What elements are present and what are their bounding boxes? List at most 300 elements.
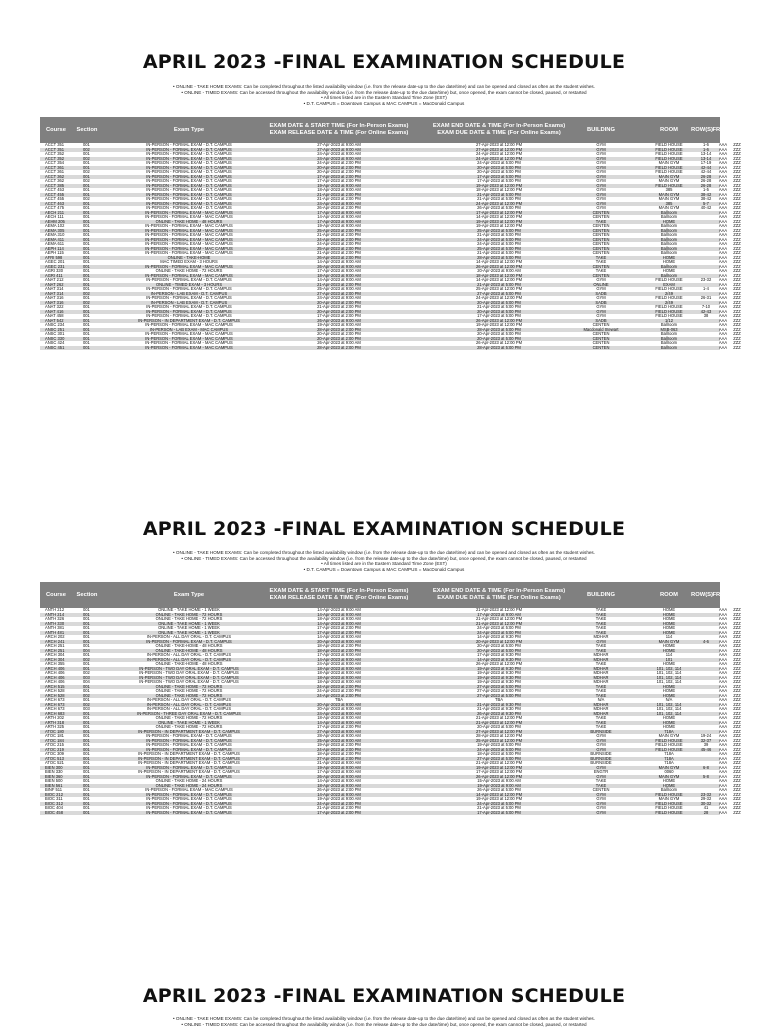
cell-from: AAA [718,214,728,219]
cell-room: 101, 102, 114 [656,710,682,716]
cell-to: ZZZ [733,290,741,296]
cell-building: CENTEN [592,250,610,255]
cell-building: BURNSIDE [590,760,612,765]
cell-building: GYM [596,764,606,770]
cell-from: AAA [718,782,728,788]
note-line: • All times listed are in the Eastern Standard Time Zone (EST) [321,95,447,101]
cell-section: 001 [83,191,90,197]
cell-exam-type: IN-PERSON - FORMAL EXAM - D.T. CAMPUS [146,308,232,314]
cell-to: ZZZ [733,620,741,626]
cell-from: AAA [718,674,728,680]
cell-room: HOME [662,607,676,612]
cell-start: 18-Apr-2023 at 9:00 AM [317,674,361,680]
cell-to: ZZZ [733,764,741,770]
cell-exam-type: ONLINE - TAKE HOME - 48 HOURS [155,218,223,224]
cell-end: 19-Apr-2023 at 12:00 PM [476,218,522,224]
cell-end: 20-Apr-2023 at 5:00 PM [477,643,521,648]
cell-section: 001 [83,805,90,810]
cell-building: MDHAR [593,670,609,675]
cell-from: AAA [718,340,728,345]
cell-section: 001 [83,245,90,251]
cell-room: HOME [662,218,676,224]
cell-section: 001 [83,683,90,689]
cell-from: AAA [718,178,728,183]
cell-course: ARCH 673 [45,701,65,707]
cell-exam-type: IN-PERSON - FORMAL EXAM - D.T. CAMPUS [146,277,232,282]
cell-exam-type: IN-PERSON - FORMAL EXAM - D.T. CAMPUS [146,742,232,747]
cell-exam-type: IN-PERSON - FORMAL EXAM - D.T. CAMPUS [146,286,232,291]
cell-room: Ballroom [660,272,678,278]
cell-course: ARCH 304 [45,652,65,657]
cell-end: 28-Apr-2023 at 5:00 PM [477,254,521,260]
cell-start: 28-Apr-2023 at 2:00 PM [317,326,361,332]
cell-room: FIELD HOUSE [655,304,683,309]
cell-from: AAA [718,200,728,206]
cell-end: 28-Apr-2023 at 12:00 PM [476,733,522,738]
cell-start: 26-Apr-2023 at 9:00 AM [317,317,361,323]
cell-from: AAA [718,232,728,237]
header-from: FROM [712,126,730,133]
cell-end: 19-Apr-2023 at 9:30 PM [477,679,521,684]
cell-to: ZZZ [733,778,741,783]
header-building: BUILDING [586,126,616,133]
cell-end: 27-Apr-2023 at 12:00 PM [476,142,522,147]
cell-start: 20-Apr-2023 at 2:00 PM [317,331,361,336]
cell-end: 28-Apr-2023 at 5:00 PM [477,326,521,332]
cell-room: Ballroom [660,335,678,341]
cell-from: AAA [718,299,728,305]
cell-to: ZZZ [733,782,741,788]
cell-end: 18-Apr-2023 at 5:00 PM [477,751,521,756]
cell-to: ZZZ [733,715,741,720]
cell-rows: 1-5 [703,187,709,192]
cell-start: 20-Apr-2023 at 2:00 PM [317,308,361,314]
cell-course: ARCH 528 [45,692,65,698]
cell-section: 001 [83,755,90,761]
cell-building: MDHAR [593,656,609,662]
cell-exam-type: ONLINE - TAKE-HOME - 48 HOURS [155,661,223,666]
cell-room: FIELD HOUSE [655,295,683,300]
cell-start: 24-Apr-2023 at 9:00 AM [317,661,361,666]
page-title: APRIL 2023 -FINAL EXAMINATION SCHEDULE [142,518,626,540]
cell-exam-type: IN-PERSON - FORMAL EXAM - D.T. CAMPUS [146,146,232,152]
cell-exam-type: IN-PERSON - FORMAL EXAM - D.T. CAMPUS [146,809,232,815]
cell-exam-type: IN-PERSON - FORMAL EXAM - MAC CAMPUS [145,263,233,269]
cell-room: FIELD HOUSE [655,742,683,747]
cell-rows: 38-42 [700,196,712,201]
cell-start: 17-Apr-2023 at 2:00 PM [317,178,361,183]
cell-room: Ballroom [660,232,678,237]
cell-to: ZZZ [733,634,741,639]
cell-room: Ballroom [660,214,678,219]
cell-exam-type: IN-PERSON - FORMAL EXAM - D.T. CAMPUS [146,746,232,752]
cell-exam-type: ONLINE - TAKE HOME - 1 WEEK [158,629,220,635]
cell-course: ARCH 406 [45,679,65,684]
cell-end: 21-Apr-2023 at 5:00 PM [477,250,521,255]
cell-section: 001 [83,787,90,792]
cell-start: 18-Apr-2023 at 9:00 AM [317,272,361,278]
cell-section: 001 [83,751,90,756]
cell-room: 114 [665,634,673,639]
cell-rows: 26-28 [700,178,712,183]
cell-end: 26-Apr-2023 at 5:00 PM [477,205,521,210]
cell-from: AAA [718,791,728,797]
cell-room: Ballroom [660,340,678,345]
cell-from: AAA [718,692,728,698]
header-exam-type: Exam Type [173,126,205,133]
cell-from: AAA [718,295,728,300]
cell-to: ZZZ [733,611,741,617]
cell-end: 17-Apr-2023 at 12:00 PM [476,209,522,215]
cell-start: 17-Apr-2023 at 9:00 AM [317,769,361,774]
cell-section: 001 [83,643,90,648]
cell-section: 001 [83,728,90,734]
cell-from: AAA [718,629,728,635]
cell-section: 001 [83,688,90,693]
cell-building: TAKE [595,259,607,264]
cell-from: AAA [718,647,728,653]
cell-exam-type: IN-PERSON - FORMAL EXAM - D.T. CAMPUS [146,205,232,210]
header-start-line2: EXAM RELEASE DATE & TIME (For Online Exams) [269,130,409,136]
header-start-line1: EXAM DATE & START TIME (For In-Person Exams) [269,123,409,129]
cell-rows: 13-14 [700,155,712,161]
cell-section: 001 [83,209,90,215]
cell-start: 26-Apr-2023 at 2:00 PM [317,254,361,260]
cell-end: 24-Apr-2023 at 12:00 PM [476,200,522,206]
cell-course: AEMA 310 [45,232,65,237]
cell-end: 24-Apr-2023 at 5:00 PM [477,625,521,630]
cell-to: ZZZ [733,670,741,675]
cell-from: AAA [718,679,728,684]
cell-end: 14-Apr-2023 at 12:00 PM [476,791,522,797]
cell-to: ZZZ [733,773,741,779]
cell-exam-type: IN-PERSON - TWO DAY ORAL EXAM - D.T. CAMPUS [139,679,239,684]
cell-section: 001 [83,205,90,210]
cell-section: 002 [83,299,90,305]
cell-from: AAA [718,191,728,197]
cell-course: ANAT 322 [45,304,64,309]
cell-room: 385 [665,200,673,206]
cell-exam-type: ONLINE - TAKE HOME - 72 HOURS [155,611,223,617]
cell-end: 18-Apr-2023 at 12:00 PM [476,272,522,278]
cell-section: 001 [83,764,90,770]
cell-from: AAA [718,706,728,711]
cell-end: 27-Apr-2023 at 12:00 PM [476,146,522,152]
cell-building: GYM [596,733,606,738]
cell-room: HOME [662,625,676,630]
cell-from: AAA [718,187,728,192]
cell-from: AAA [718,286,728,291]
cell-from: AAA [718,688,728,693]
cell-to: ZZZ [733,160,741,165]
cell-rows: 32-37 [700,737,712,743]
cell-building: MDHAR [593,674,609,680]
cell-end: 17-Apr-2023 at 5:00 PM [477,178,521,183]
header-room: ROOM [659,591,679,598]
cell-from: AAA [718,173,728,179]
cell-section: 001 [83,142,90,147]
cell-start: 21-Apr-2023 at 2:00 PM [317,304,361,309]
cell-section: 001 [83,724,90,729]
cell-section: 001 [83,710,90,716]
cell-section: 001 [83,277,90,282]
cell-room: Ballroom [660,787,678,792]
cell-exam-type: IN-PERSON - FORMAL EXAM - D.T. CAMPUS [146,173,232,179]
cell-exam-type: IN-PERSON - FORMAL EXAM - MAC CAMPUS [145,272,233,278]
cell-end: 24-Apr-2023 at 5:00 PM [477,746,521,752]
cell-exam-type: IN-PERSON - LAB EXAM - MAC CAMPUS [149,326,229,332]
cell-room: 101, 102, 114 [656,706,682,711]
cell-start: 14-Apr-2023 at 9:00 AM [317,611,361,617]
cell-exam-type: ONLINE - TAKE HOME - 72 HOURS [155,683,223,689]
cell-start: 14-Apr-2023 at 9:00 AM [317,620,361,626]
cell-from: AAA [718,272,728,278]
cell-course: ATOC 181 [45,733,64,738]
cell-room: FIELD HOUSE [655,277,683,282]
cell-exam-type: IN-PERSON - FORMAL EXAM - D.T. CAMPUS [146,142,232,147]
cell-room: FIELD HOUSE [655,313,683,318]
cell-end: 21-Apr-2023 at 12:00 PM [476,715,522,720]
cell-section: 001 [83,638,90,644]
cell-from: AAA [718,205,728,210]
cell-to: ZZZ [733,304,741,309]
cell-building: CENTEN [592,227,610,233]
cell-course: ANSC 301 [45,331,65,336]
cell-exam-type: IN-PERSON - FORMAL EXAM - MAC CAMPUS [145,250,233,255]
cell-course: ARCH 251 [45,647,65,653]
cell-exam-type: ONLINE - TAKE HOME - 1 WEEK [158,620,220,626]
cell-from: AAA [718,787,728,792]
cell-from: AAA [718,796,728,801]
cell-course: AGEC 231 [45,263,65,269]
cell-course: BIEN 500 [45,778,63,783]
cell-end: 20-Apr-2023 at 5:00 PM [477,331,521,336]
cell-to: ZZZ [733,268,741,273]
cell-from: AAA [718,670,728,675]
cell-exam-type: IN-PERSON - FORMAL EXAM - D.T. CAMPUS [146,773,232,779]
cell-start: 24-Apr-2023 at 2:00 PM [317,692,361,698]
cell-room: FIELD HOUSE [655,142,683,147]
cell-to: ZZZ [733,647,741,653]
cell-to: ZZZ [733,272,741,278]
cell-start: 21-Apr-2023 at 9:00 AM [317,760,361,765]
cell-start: 25-Apr-2023 at 9:00 AM [317,286,361,291]
cell-to: ZZZ [733,674,741,680]
cell-rows: 1-6 [703,142,709,147]
note-line: • ONLINE - TIMED EXAMS: Can be accessed throughout the availability window (i.e. from the release date-up to the due date/time) but, once opened, the exam cannot be closed, paused, or restarted [181,555,587,561]
cell-from: AAA [718,656,728,662]
cell-course: BINF 511 [45,787,62,792]
cell-from: AAA [718,322,728,327]
cell-section: 001 [83,304,90,309]
cell-building: BURNSIDE [590,728,612,734]
cell-course: BIEN 330 [45,769,63,774]
cell-start: 17-Apr-2023 at 9:00 AM [317,268,361,273]
cell-start: 24-Apr-2023 at 9:00 AM [317,295,361,300]
cell-exam-type: ONLINE - TAKE HOME - 72 HOURS [155,692,223,698]
cell-from: AAA [718,737,728,743]
page-title: APRIL 2023 -FINAL EXAMINATION SCHEDULE [142,985,626,1007]
cell-exam-type: MAC TIMED EXAM - 3 HOURS [160,259,218,264]
cell-rows: 7-10 [701,304,711,309]
cell-room: 101, 102, 114 [656,679,682,684]
cell-building: CENTEN [592,331,610,336]
cell-end: 17-Apr-2023 at 5:00 PM [477,809,521,815]
cell-course: BIOC 458 [45,809,63,815]
cell-start: 17-Apr-2023 at 9:00 AM [317,209,361,215]
cell-from: AAA [718,683,728,689]
cell-end: 24-Apr-2023 at 5:00 PM [477,629,521,635]
cell-building: MDHAR [593,634,609,639]
cell-room: FIELD HOUSE [655,737,683,743]
cell-building: GYM [596,313,606,318]
cell-room: Ballroom [660,236,678,242]
cell-building: TAKE [595,661,607,666]
cell-from: AAA [718,697,728,702]
cell-start: 18-Apr-2023 at 9:00 AM [317,782,361,788]
cell-to: ZZZ [733,652,741,657]
cell-from: AAA [718,634,728,639]
cell-from: AAA [718,719,728,725]
cell-room: HOME [662,611,676,617]
cell-building: BURNSIDE [590,755,612,761]
cell-building: GYM [596,187,606,192]
cell-course: AFRI 598 [45,254,63,260]
cell-start: 18-Apr-2023 at 9:00 AM [317,665,361,671]
cell-start: 18-Apr-2023 at 9:00 AM [317,679,361,684]
cell-room: FIELD HOUSE [655,791,683,797]
cell-section: 001 [83,344,90,350]
cell-building: GYM [596,308,606,314]
cell-from: AAA [718,277,728,282]
cell-start: 14-Apr-2023 at 9:00 AM [317,259,361,264]
header-course: Course [46,126,66,133]
cell-to: ZZZ [733,728,741,734]
cell-building: CENTEN [592,322,610,327]
cell-end: 14-Apr-2023 at 9:30 PM [477,634,521,639]
cell-building: CENTEN [592,340,610,345]
cell-to: ZZZ [733,791,741,797]
cell-start: 25-Apr-2023 at 2:00 PM [317,245,361,251]
cell-room: 101, 102, 114 [656,665,682,671]
cell-end: 25-Apr-2023 at 12:00 PM [476,737,522,743]
cell-room: MAIN GYM [658,638,680,644]
cell-end: 25-Apr-2023 at 5:00 PM [477,245,521,251]
cell-course: ACCT 463 [45,200,65,206]
cell-room: 385 [665,187,673,192]
cell-exam-type: IN-PERSON - FORMAL EXAM - MAC CAMPUS [145,232,233,237]
cell-start: 28-Apr-2023 at 2:00 PM [317,344,361,350]
cell-start: 21-Apr-2023 at 2:00 PM [317,196,361,201]
cell-start: 27-Apr-2023 at 2:00 PM [317,755,361,761]
cell-end: 20-Apr-2023 at 5:00 PM [477,335,521,341]
header-start-line1: EXAM DATE & START TIME (For In-Person Exams) [269,588,409,594]
cell-from: AAA [718,638,728,644]
note-line: • D.T. CAMPUS = Downtown Campus & MAC CAMPUS = MacDonald Campus [303,100,465,106]
cell-from: AAA [718,155,728,161]
cell-from: AAA [718,778,728,783]
cell-start: 19-Apr-2023 at 2:00 PM [317,742,361,747]
cell-section: 001 [83,286,90,291]
cell-rows: 42-43 [700,308,712,314]
cell-exam-type: IN-PERSON - FORMAL EXAM - MAC CAMPUS [145,245,233,251]
header-rows: ROW(S) [691,126,713,133]
cell-section: 001 [83,281,90,287]
cell-section: 001 [83,263,90,269]
cell-section: 001 [83,223,90,228]
cell-course: AEMA 102 [45,223,65,228]
cell-from: AAA [718,710,728,716]
cell-end: 21-Apr-2023 at 5:00 PM [477,304,521,309]
cell-building: MDHAR [593,665,609,671]
cell-building: CENTEN [592,232,610,237]
cell-end: 19-Apr-2023 at 12:00 PM [476,223,522,228]
cell-rows: 1-6 [703,146,709,152]
cell-section: 001 [83,331,90,336]
cell-to: ZZZ [733,151,741,156]
cell-from: AAA [718,151,728,156]
cell-section: 001 [83,719,90,725]
cell-section: 001 [83,322,90,327]
cell-exam-type: IN-PERSON - IN DEPARTMENT EXAM - D.T. CAMPUS [138,728,240,734]
cell-from: AAA [718,643,728,648]
cell-room: MAIN GYM [658,173,680,179]
cell-room: HOME [662,259,676,264]
cell-start: 21-Apr-2023 at 2:00 PM [317,232,361,237]
cell-to: ZZZ [733,173,741,179]
note-line: • D.T. CAMPUS = Downtown Campus & MAC CAMPUS = MacDonald Campus [303,566,465,572]
cell-from: AAA [718,218,728,224]
cell-section: 002 [83,196,90,201]
cell-exam-type: ONLINE - TAKE HOME - 1 WEEK [158,719,220,725]
cell-room: HOME [662,268,676,273]
cell-end: TBA [495,697,503,702]
cell-from: AAA [718,616,728,621]
cell-room: FIELD HOUSE [655,286,683,291]
cell-exam-type: IN-PERSON - FORMAL EXAM - MAC CAMPUS [145,335,233,341]
cell-rows: 4-6 [703,638,709,644]
cell-exam-type: ONLINE - TAKE HOME - 1 WEEK [158,625,220,630]
cell-section: 001 [83,151,90,156]
cell-to: ZZZ [733,692,741,698]
cell-start: 24-Apr-2023 at 9:00 AM [317,151,361,156]
cell-start: 24-Apr-2023 at 9:00 AM [317,200,361,206]
cell-section: 003 [83,674,90,680]
cell-end: 26-Apr-2023 at 12:00 PM [476,661,522,666]
cell-exam-type: IN-PERSON - FORMAL EXAM - D.T. CAMPUS [146,155,232,161]
cell-building: GYM [596,155,606,161]
cell-exam-type: IN-PERSON - FORMAL EXAM - D.T. CAMPUS [146,764,232,770]
cell-course: ACCT 351 [45,142,65,147]
cell-exam-type: IN-PERSON - TWO DAY ORAL EXAM - D.T. CAMPUS [139,674,239,680]
cell-rows: 26-28 [700,182,712,188]
cell-end: 14-Apr-2023 at 12:00 PM [476,277,522,282]
cell-start: 20-Apr-2023 at 9:00 AM [317,638,361,644]
cell-building: CENTEN [592,245,610,251]
cell-room: HOME [662,254,676,260]
cell-section: 001 [83,160,90,165]
cell-rows: 17-19 [700,160,712,165]
cell-to: ZZZ [733,335,741,341]
cell-from: AAA [718,160,728,165]
cell-course: BIOC 312 [45,800,63,806]
cell-start: 27-Apr-2023 at 9:00 AM [317,728,361,734]
cell-course: AGEC 201 [45,259,65,264]
cell-end: 21-Apr-2023 at 5:00 PM [477,805,521,810]
cell-from: AAA [718,335,728,341]
cell-course: ATOC 184 [45,737,64,743]
cell-end: 27-Apr-2023 at 5:00 PM [477,688,521,693]
